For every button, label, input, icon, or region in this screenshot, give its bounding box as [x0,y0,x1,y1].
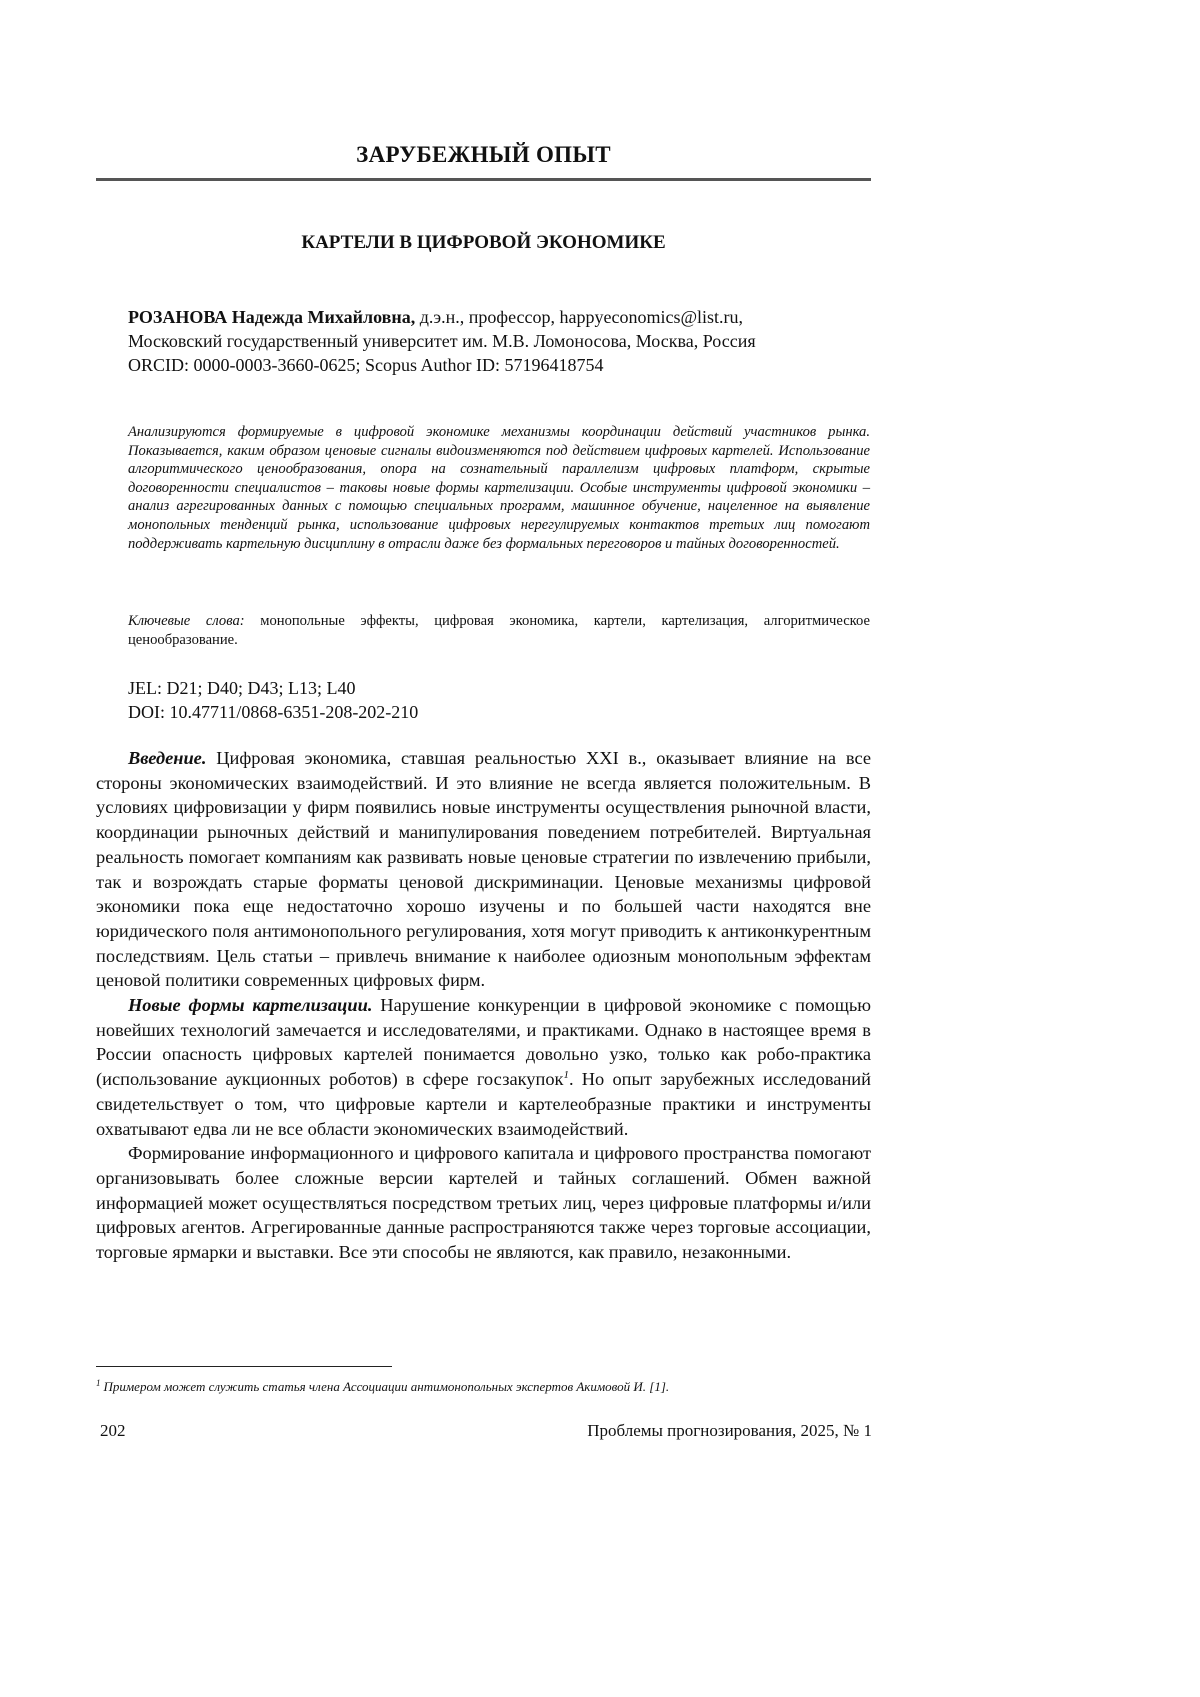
author-affiliation: Московский государственный университет им. М.В. Ломоносова, Москва, Россия [128,331,756,351]
footnote-reference[interactable]: 1 [563,1069,569,1082]
footnote-mark: 1 [96,1377,101,1388]
paragraph-text: Цифровая экономика, ставшая реальностью XXI в., оказывает влияние на все стороны экономических взаимодействий. И это влияние не всегда является положительным. В условиях цифровизации у фирм появились новые инструменты осуществления рыночной власти, координации рыночных действий и манипулирования поведением потребителей. Виртуальная реальность помогает компаниям как развивать новые ценовые стратегии по извлечению прибыли, так и возрождать старые форматы ценовой дискриминации. Ценовые механизмы цифровой экономики пока еще недостаточно хорошо изучены и по большей части находятся вне юридического поля антимонопольного регулирования, хотя могут приводить к антиконкурентным последствиям. Цель статьи – привлечь внимание к наиболее одиозным монопольным эффектам ценовой политики современных цифровых фирм. [96,748,871,991]
journal-info: Проблемы прогнозирования, 2025, № 1 [587,1421,872,1440]
paragraph-information-capital: Формирование информационного и цифрового капитала и цифрового пространства помогают организовывать более сложные версии картелей и тайных соглашений. Обмен важной информацией может осуществляться посредством третьих лиц, через цифровые платформы и/или цифровых агентов. Агрегированные данные распространяются также через торговые ассоциации, торговые ярмарки и выставки. Все эти способы не являются, как правило, незаконными. [96,1143,871,1263]
footnote-text: Примером может служить статья члена Ассоциации антимонопольных экспертов Акимовой И. [1]. [103,1379,670,1394]
jel-codes: JEL: D21; D40; D43; L13; L40 [128,678,356,698]
paragraph-text: . Но опыт зарубежных исследований свидетельствует о том, что цифровые картели и картелеобразные практики и инструменты охватывают едва ли не все области экономических взаимодействий. [96,1069,871,1139]
paragraph-new-forms [96,993,871,1141]
author-name: РОЗАНОВА Надежда Михайловна, [128,307,416,327]
classification-codes [128,676,868,724]
doi: DOI: 10.47711/0868-6351-208-202-210 [128,702,419,722]
section-divider [96,178,871,181]
page-number: 202 [100,1421,126,1440]
paragraph-introduction [96,746,871,993]
paragraph-text: Нарушение конкуренции в цифровой экономике с помощью новейших технологий замечается и исследователями, и практиками. Однако в настоящее время в России опасность цифровых картелей понимается довольно узко, только как робо-практика (использование аукционных роботов) в сфере госзакупок [96,995,871,1090]
article-body [96,746,871,1265]
paragraph-lead-new-forms: Новые формы картелизации. [128,995,373,1016]
author-line [128,305,868,329]
section-heading: ЗАРУБЕЖНЫЙ ОПЫТ [356,142,611,167]
article-title: КАРТЕЛИ В ЦИФРОВОЙ ЭКОНОМИКЕ [301,232,666,253]
footnote-divider [96,1366,392,1367]
keywords-text: монопольные эффекты, цифровая экономика, картели, картелизация, алгоритмическое ценообразование. [128,613,870,648]
author-ids: ORCID: 0000-0003-3660-0625; Scopus Author ID: 57196418754 [128,355,604,375]
paragraph-lead-introduction: Введение. [128,748,207,768]
keywords-label: Ключевые слова: [128,613,245,629]
author-details: д.э.н., профессор, happyeconomics@list.ru, [415,307,744,327]
abstract: Анализируются формируемые в цифровой экономике механизмы координации действий участников рынка. Показывается, каким образом ценовые сигналы видоизменяются под действием цифровых картелей. Использование алгоритмического ценообразования, опора на сознательный параллелизм цифровых платформ, скрытые договоренности специалистов – таковы новые формы картелизации. Особые инструменты цифровой экономики – анализ агрегированных данных с помощью специальных программ, машинное обучение, нацеленное на выявление монопольных тенденций рынка, использование цифровых нерегулируемых контактов третьих лиц помогают поддерживать картельную дисциплину в отрасли даже без формальных переговоров и тайных договоренностей. [128,424,870,552]
footnote [96,1378,871,1395]
keywords [128,612,870,650]
author-block [128,305,868,377]
